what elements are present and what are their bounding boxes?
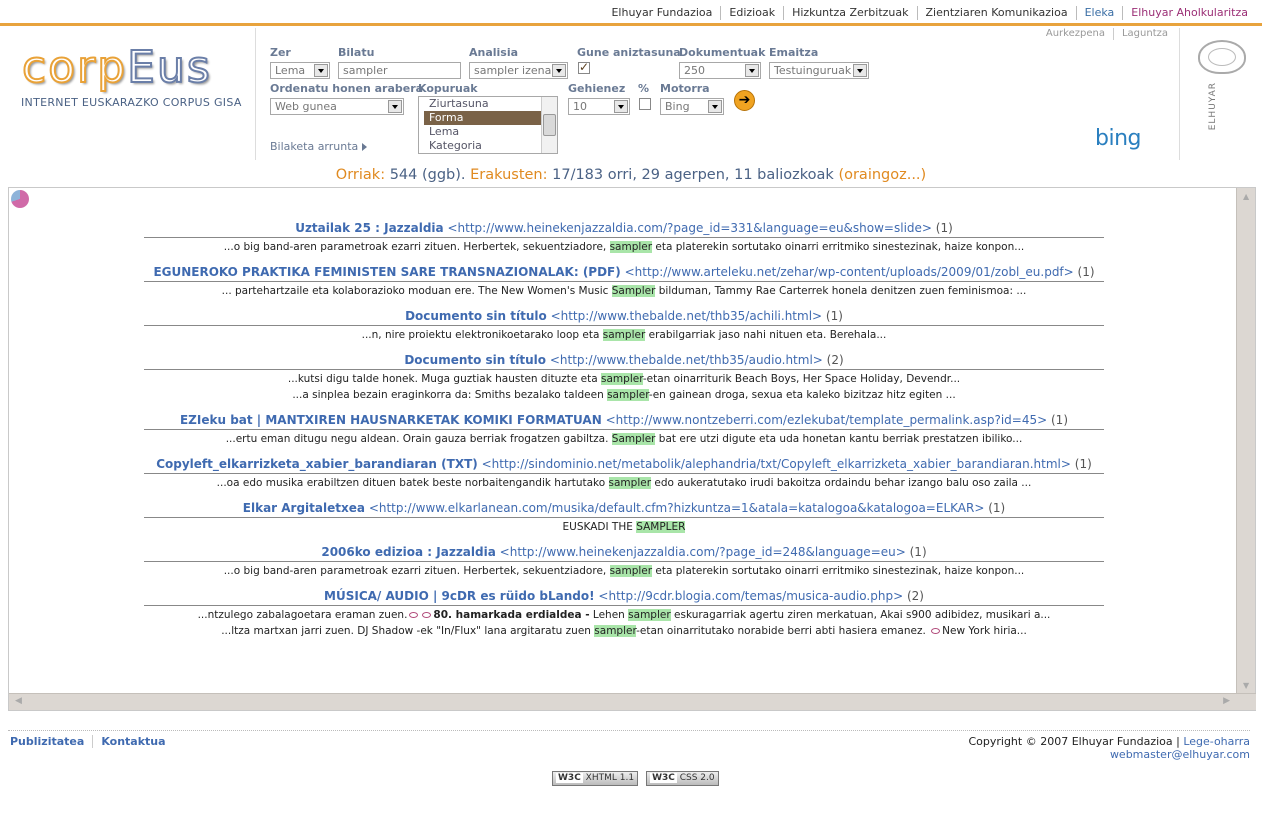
result-url-link[interactable]: <http://www.thebalde.net/thb35/achili.html> xyxy=(550,309,823,323)
scroll-right-icon[interactable]: ▶ xyxy=(1223,696,1230,706)
result-count: (1) xyxy=(825,309,843,323)
result-snippet xyxy=(144,520,1104,534)
kopuruak-label: Kopuruak xyxy=(418,82,478,95)
result-title-link[interactable]: Documento sin título xyxy=(404,353,546,367)
result-snippet xyxy=(144,388,1104,402)
snippet-before: ... partehartzaile eta kolaborazioko moduan ere. The New Women's Music xyxy=(221,285,612,297)
snippet-before: ...kutsi digu talde honek. Muga guztiak hausten dituzte eta xyxy=(287,373,602,385)
kopuruak-option[interactable]: Kategoria xyxy=(429,139,482,152)
dokumentuak-label: Dokumentuak xyxy=(679,46,766,59)
top-navigation xyxy=(0,0,1262,26)
top-nav-link[interactable]: Zientziaren Komunikazioa xyxy=(917,6,1076,20)
logo-text-eus: Eus xyxy=(127,42,212,93)
analisia-label: Analisia xyxy=(469,46,519,59)
gune-aniztasuna-label: Gune aniztasuna xyxy=(577,46,681,59)
search-hit: sampler xyxy=(609,241,653,253)
kopuruak-option[interactable]: Lema xyxy=(429,125,460,138)
pie-chart-shape xyxy=(11,190,29,208)
result-title-link[interactable]: EGUNEROKO PRAKTIKA FEMINISTEN SARE TRANSNAZIONALAK: (PDF) xyxy=(153,265,621,279)
top-nav-link[interactable]: Elhuyar Fundazioa xyxy=(611,6,713,19)
vertical-scrollbar[interactable] xyxy=(1236,188,1255,694)
result-snippet xyxy=(144,240,1104,254)
results-list xyxy=(144,221,1104,649)
ordenatu-select-value: Web gunea xyxy=(275,100,337,113)
css-badge-label: CSS 2.0 xyxy=(679,773,715,783)
result-count: (2) xyxy=(826,353,844,367)
chevron-down-icon xyxy=(708,100,722,113)
snippet-after: eta platerekin sortutako oinarri erritmiko sinestezinak, haize konpon... xyxy=(652,241,1025,253)
motorra-select[interactable] xyxy=(660,98,724,115)
result-header xyxy=(144,265,1104,282)
motorra-select-value: Bing xyxy=(665,100,690,113)
oraingoz-status: (oraingoz...) xyxy=(838,167,927,183)
result-snippet xyxy=(144,432,1104,446)
snippet-after: eta platerekin sortutako oinarri erritmiko sinestezinak, haize konpon... xyxy=(652,565,1025,577)
orriak-value: 544 (ggb). xyxy=(389,167,466,183)
top-nav-link[interactable]: Eleka xyxy=(1076,6,1123,20)
snippet-after: -etan oinarritutako norabide berri abti hasiera emanez. xyxy=(636,625,930,637)
tagline: INTERNET EUSKARAZKO CORPUS GISA xyxy=(21,96,242,109)
result-count: (1) xyxy=(935,221,953,235)
w3c-mark: W3C xyxy=(652,773,675,783)
chevron-down-icon xyxy=(745,64,759,77)
results-panel xyxy=(8,187,1256,711)
search-hit: SAMPLER xyxy=(636,521,686,533)
search-hit: sampler xyxy=(601,373,643,385)
horizontal-scrollbar[interactable] xyxy=(9,693,1256,710)
footer-link-publizitatea[interactable]: Publizitatea xyxy=(10,735,85,748)
result-header xyxy=(144,353,1104,370)
header xyxy=(0,28,1262,162)
orriak-label: Orriak: xyxy=(335,167,386,183)
top-nav-link[interactable]: Edizioak xyxy=(720,6,783,20)
xhtml-badge-label: XHTML 1.1 xyxy=(585,773,635,783)
snippet-after: eskuragarriak agertu ziren merkatuan, Akai s900 adibidez, musikari a... xyxy=(670,609,1051,621)
snippet-before: ...o big band-aren parametroak ezarri zituen. Herbertek, sekuentziadore, xyxy=(223,241,610,253)
snippet-after: -en gainean droga, sexua eta kaleko bizitzaz hitz egiten ... xyxy=(648,389,956,401)
kopuruak-listbox[interactable] xyxy=(418,96,558,154)
corpeus-logo[interactable] xyxy=(22,42,212,93)
result-header xyxy=(144,221,1104,238)
result-item xyxy=(144,309,1104,342)
copyright-text: Copyright © 2007 Elhuyar Fundazioa xyxy=(968,735,1173,748)
bilatu-label: Bilatu xyxy=(338,46,375,59)
gehienez-select-value: 10 xyxy=(573,100,587,113)
dokumentuak-select-value: 250 xyxy=(684,64,705,77)
zer-label: Zer xyxy=(270,46,291,59)
result-snippet xyxy=(144,284,1104,298)
result-header xyxy=(144,309,1104,326)
footer-links xyxy=(10,735,174,748)
eye-icon[interactable] xyxy=(931,628,940,634)
analisia-select[interactable] xyxy=(469,62,568,79)
scroll-up-icon[interactable]: ▲ xyxy=(1243,192,1250,201)
validation-badges xyxy=(552,771,719,786)
css-badge[interactable] xyxy=(646,771,719,786)
footer-copyright: Copyright © 2007 Elhuyar Fundazioa | Lege-oharra webmaster@elhuyar.com xyxy=(968,735,1250,761)
snippet-after: edo aukeratutako irudi bakoitza ordaindu behar izango balu oso zaila ... xyxy=(651,477,1032,489)
result-title-link[interactable]: Elkar Argitaletxea xyxy=(242,501,365,515)
result-title-link[interactable]: 2006ko edizioa : Jazzaldia xyxy=(321,545,496,559)
lege-oharra-link[interactable]: Lege-oharra xyxy=(1183,735,1250,748)
top-nav-link[interactable]: Elhuyar Aholkularitza xyxy=(1122,6,1256,20)
result-title-link[interactable]: EZIeku bat | MANTXIREN HAUSNARKETAK KOMIKI FORMATUAN xyxy=(179,413,602,427)
result-header xyxy=(144,501,1104,518)
result-snippet xyxy=(144,564,1104,578)
search-hit: sampler xyxy=(594,625,637,637)
result-snippet xyxy=(144,624,1104,638)
result-stats xyxy=(0,167,1262,183)
result-header xyxy=(144,545,1104,562)
snippet-after: New York hiria... xyxy=(942,625,1027,637)
sub-navigation xyxy=(1038,28,1176,40)
result-item xyxy=(144,501,1104,534)
search-hit: sampler xyxy=(628,609,671,621)
result-count: (1) xyxy=(988,501,1006,515)
footer-link-kontaktua[interactable]: Kontaktua xyxy=(92,735,173,748)
snippet-before: ...n, nire proiektu elektronikoetarako loop eta xyxy=(361,329,603,341)
search-hit: Sampler xyxy=(611,433,656,445)
result-item xyxy=(144,589,1104,638)
kopuruak-option[interactable]: Forma xyxy=(424,111,557,125)
percent-label: % xyxy=(638,82,650,95)
search-hit: sampler xyxy=(609,565,653,577)
erakusten-label: Erakusten: xyxy=(470,167,548,183)
result-count: (1) xyxy=(1074,457,1092,471)
result-header xyxy=(144,413,1104,430)
analisia-select-value: sampler izena xyxy=(474,64,552,77)
snippet-before: Lehen xyxy=(589,609,629,621)
dokumentuak-select[interactable] xyxy=(679,62,761,79)
ordenatu-select[interactable] xyxy=(270,98,404,115)
eye-icon[interactable] xyxy=(409,612,418,618)
emaitza-select[interactable] xyxy=(769,62,869,79)
result-snippet xyxy=(144,328,1104,342)
snippet-before: EUSKADI THE xyxy=(562,521,637,533)
chevron-down-icon xyxy=(853,64,867,77)
search-hit: sampler xyxy=(602,329,646,341)
result-url-link[interactable]: <http://www.heinekenjazzaldia.com/?page_id=331&language=eu&show=slide> xyxy=(447,221,932,235)
kopuruak-options xyxy=(419,97,557,152)
emaitza-label: Emaitza xyxy=(769,46,819,59)
snippet-before: ...ertu eman ditugu negu aldean. Orain gauza berriak frogatzen gabiltza. xyxy=(225,433,612,445)
result-item xyxy=(144,265,1104,298)
elhuyar-vertical-text: ELHUYAR xyxy=(1208,82,1218,131)
result-count: (2) xyxy=(906,589,924,603)
result-item xyxy=(144,353,1104,402)
result-snippet xyxy=(144,372,1104,386)
gehienez-label: Gehienez xyxy=(568,82,626,95)
result-url-link[interactable]: <http://sindominio.net/metabolik/alephandria/txt/Copyleft_elkarrizketa_xabier_barandiaran.html> xyxy=(481,457,1071,471)
top-nav-link[interactable]: Hizkuntza Zerbitzuak xyxy=(783,6,916,20)
result-header xyxy=(144,457,1104,474)
brain-icon xyxy=(1198,40,1246,74)
result-snippet xyxy=(144,476,1104,490)
logo-area xyxy=(0,28,256,160)
result-item xyxy=(144,457,1104,490)
chevron-down-icon xyxy=(314,64,328,77)
listbox-scroll-thumb[interactable] xyxy=(543,114,556,136)
gune-aniztasuna-checkbox[interactable] xyxy=(578,62,590,74)
search-go-button[interactable] xyxy=(734,90,755,111)
result-count: (1) xyxy=(1051,413,1068,427)
result-item xyxy=(144,221,1104,254)
search-hit: Sampler xyxy=(611,285,656,297)
result-url-link[interactable]: <http://www.nontzeberri.com/ezlekubat/template_permalink.asp?id=45> xyxy=(605,413,1048,427)
w3c-mark: W3C xyxy=(558,773,581,783)
scroll-left-icon[interactable]: ◀ xyxy=(15,696,22,706)
search-hit: sampler xyxy=(607,389,649,401)
percent-checkbox[interactable] xyxy=(639,98,651,110)
simple-search-link[interactable] xyxy=(270,140,367,153)
snippet-before: ...ntzulego zabalagoetara eraman zuen. xyxy=(197,609,408,621)
top-nav-list xyxy=(603,6,1256,20)
footer xyxy=(8,730,1250,761)
pie-chart-icon[interactable] xyxy=(9,188,35,212)
xhtml-badge[interactable] xyxy=(552,771,638,786)
eye-icon[interactable] xyxy=(422,612,431,618)
search-input[interactable]: sampler xyxy=(338,62,461,79)
subnav-aurkezpena[interactable]: Aurkezpena xyxy=(1045,28,1105,39)
result-header xyxy=(144,589,1104,606)
result-url-link[interactable]: <http://www.thebalde.net/thb35/audio.html> xyxy=(549,353,823,367)
result-count: (1) xyxy=(909,545,927,559)
result-url-link[interactable]: <http://9cdr.blogia.com/temas/musica-audio.php> xyxy=(598,589,904,603)
result-title-link[interactable]: Uztailak 25 : Jazzaldia xyxy=(295,221,444,235)
snippet-before: ...ltza martxan jarri zuen. DJ Shadow -ek "In/Flux" lana argitaratu zuen xyxy=(221,625,595,637)
snippet-before: ...o big band-aren parametroak ezarri zituen. Herbertek, sekuentziadore, xyxy=(223,565,610,577)
zer-select[interactable] xyxy=(270,62,330,79)
result-snippet xyxy=(144,608,1104,622)
result-title-link[interactable]: Documento sin título xyxy=(405,309,547,323)
zer-select-value: Lema xyxy=(275,64,306,77)
result-count: (1) xyxy=(1077,265,1095,279)
chevron-down-icon xyxy=(614,100,628,113)
snippet-after: bat ere utzi digute eta uda honetan kantu berriak prestatzen ibiliko... xyxy=(655,433,1023,445)
search-hit: sampler xyxy=(608,477,652,489)
snippet-before: ...oa edo musika erabiltzen dituen batek beste norbaitengandik hartutako xyxy=(216,477,609,489)
subnav-laguntza[interactable]: Laguntza xyxy=(1113,28,1176,40)
snippet-before: ...a sinplea bezain eraginkorra da: Smiths bezalako taldeen xyxy=(292,389,608,401)
kopuruak-option[interactable]: Ziurtasuna xyxy=(429,97,489,110)
chevron-down-icon xyxy=(552,64,566,77)
scroll-down-icon[interactable]: ▼ xyxy=(1243,681,1250,690)
simple-search-label: Bilaketa arrunta xyxy=(270,140,359,153)
erakusten-value: 17/183 orri, 29 agerpen, 11 baliozkoak xyxy=(552,167,834,183)
result-url-link[interactable]: <http://www.elkarlanean.com/musika/default.cfm?hizkuntza=1&atala=katalogoa&katalogoa=ELKAR> xyxy=(368,501,985,515)
result-url-link[interactable]: <http://www.heinekenjazzaldia.com/?page_id=248&language=eu> xyxy=(499,545,906,559)
bing-logo: bing xyxy=(1095,126,1141,151)
triangle-right-icon xyxy=(362,143,367,151)
arrow-right-icon: ➔ xyxy=(738,92,751,108)
webmaster-email-link[interactable]: webmaster@elhuyar.com xyxy=(1109,748,1250,761)
snippet-after: bilduman, Tammy Rae Carterrek honela denitzen zuen feminismoa: ... xyxy=(655,285,1027,297)
result-item xyxy=(144,545,1104,578)
result-title-link[interactable]: Copyleft_elkarrizketa_xabier_barandiaran (TXT) xyxy=(156,457,478,471)
gehienez-select[interactable] xyxy=(568,98,630,115)
result-title-link[interactable]: MÚSICA/ AUDIO | 9cDR es rüido bLando! xyxy=(324,589,595,603)
result-item xyxy=(144,413,1104,446)
snippet-after: -etan oinarriturik Beach Boys, Her Space Holiday, Devendr... xyxy=(642,373,961,385)
logo-text-corp: corp xyxy=(22,42,128,93)
elhuyar-brand xyxy=(1179,28,1262,160)
ordenatu-label: Ordenatu honen arabera xyxy=(270,82,424,95)
result-url-link[interactable]: <http://www.arteleku.net/zehar/wp-content/uploads/2009/01/zobl_eu.pdf> xyxy=(624,265,1074,279)
listbox-scrollbar[interactable] xyxy=(541,97,557,153)
snippet-bold: 80. hamarkada erdialdea - xyxy=(433,609,590,621)
snippet-after: erabilgarriak jaso nahi nituen eta. Berehala... xyxy=(645,329,887,341)
emaitza-select-value: Testuinguruak xyxy=(774,64,852,77)
chevron-down-icon xyxy=(388,100,402,113)
motorra-label: Motorra xyxy=(660,82,710,95)
